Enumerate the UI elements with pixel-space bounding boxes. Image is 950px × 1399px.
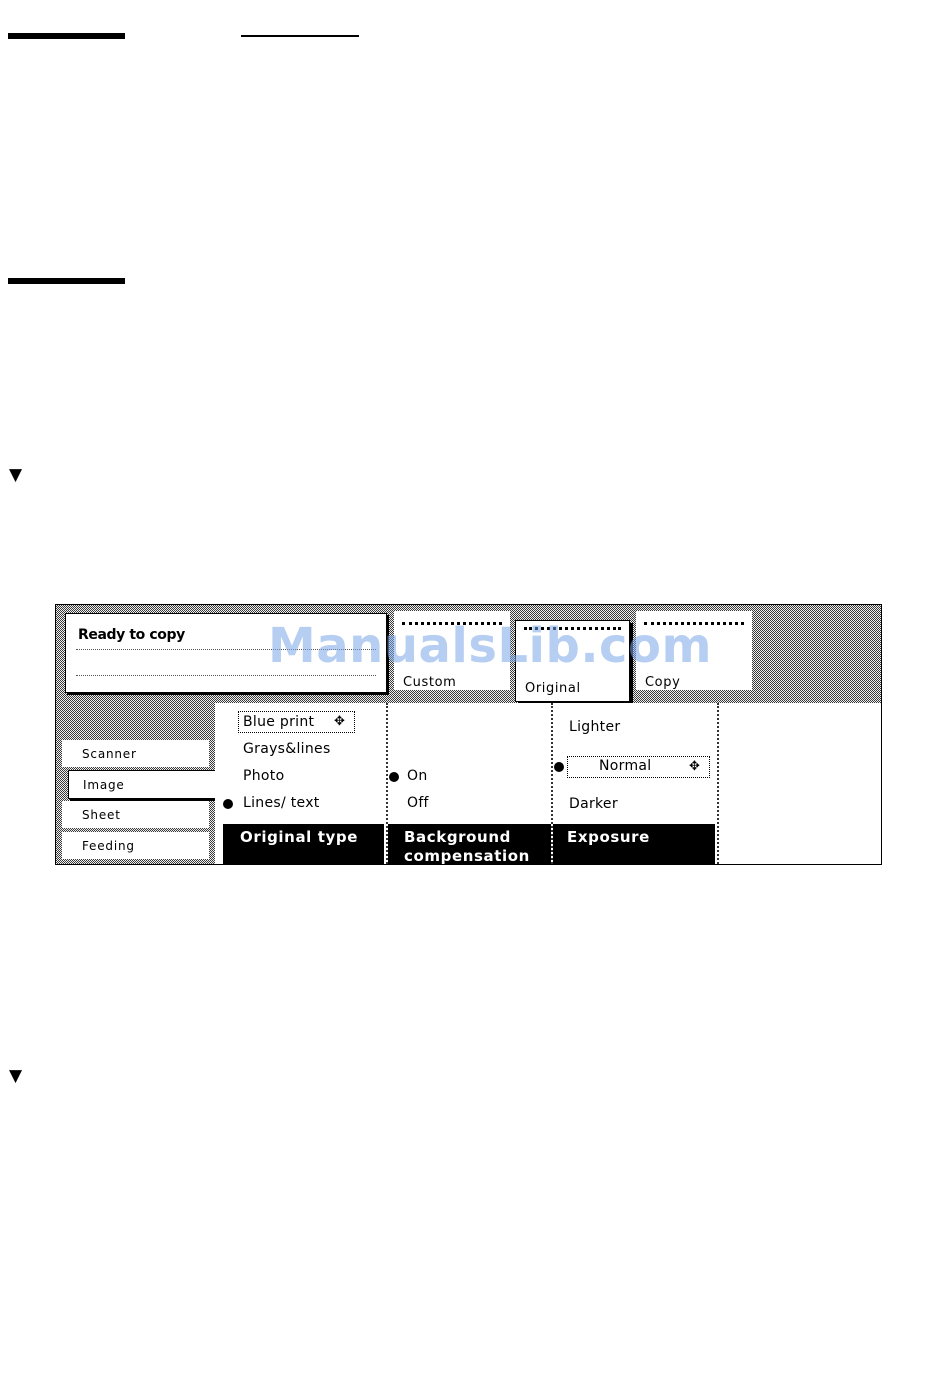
tab-image[interactable] — [68, 770, 219, 799]
section-rule-top — [8, 33, 125, 39]
tab-label: Sheet — [82, 808, 121, 822]
option-normal[interactable]: Normal — [599, 758, 652, 774]
custom-card-label: Custom — [403, 675, 457, 690]
original-type-header-label: Original type — [240, 828, 358, 846]
background-compensation-header — [388, 824, 551, 864]
exposure-column — [553, 703, 717, 864]
option-lighter[interactable]: Lighter — [569, 719, 621, 735]
option-off[interactable]: Off — [407, 795, 429, 811]
original-type-header — [223, 824, 384, 864]
option-on[interactable]: On — [407, 768, 428, 784]
down-triangle-icon: ▼ — [9, 465, 23, 485]
tab-label: Feeding — [82, 839, 135, 853]
watermark: ManualsLib.com — [268, 618, 712, 674]
original-card-label: Original — [525, 681, 581, 696]
image-settings-area — [215, 703, 881, 864]
four-way-arrows-icon[interactable]: ✥ — [334, 714, 345, 729]
option-lines-text[interactable]: Lines/ text — [243, 795, 320, 811]
background-compensation-header-line1: Background — [404, 828, 511, 846]
four-way-arrows-icon[interactable]: ✥ — [689, 759, 700, 774]
tab-sheet[interactable] — [62, 801, 209, 828]
background-compensation-column — [388, 703, 551, 864]
header-rule — [241, 35, 359, 37]
selected-bullet — [389, 772, 399, 782]
option-darker[interactable]: Darker — [569, 796, 618, 812]
copy-card-label: Copy — [645, 675, 681, 690]
selected-bullet — [554, 762, 564, 772]
tab-label: Image — [83, 778, 125, 792]
status-divider — [76, 675, 376, 676]
column-divider — [717, 703, 719, 864]
tab-scanner[interactable] — [62, 740, 209, 767]
tab-label: Scanner — [82, 747, 137, 761]
original-type-column — [215, 703, 386, 864]
exposure-header-label: Exposure — [567, 828, 650, 846]
selected-bullet — [223, 799, 233, 809]
status-title: Ready to copy — [78, 627, 185, 643]
option-photo[interactable]: Photo — [243, 768, 285, 784]
option-grays-lines[interactable]: Grays&lines — [243, 741, 331, 757]
exposure-header — [553, 824, 715, 864]
tab-feeding[interactable] — [62, 832, 209, 859]
option-blue-print[interactable]: Blue print — [243, 714, 315, 730]
section-rule-middle — [8, 278, 125, 284]
down-triangle-icon: ▼ — [9, 1066, 23, 1086]
background-compensation-header-line2: compensation — [404, 847, 530, 865]
